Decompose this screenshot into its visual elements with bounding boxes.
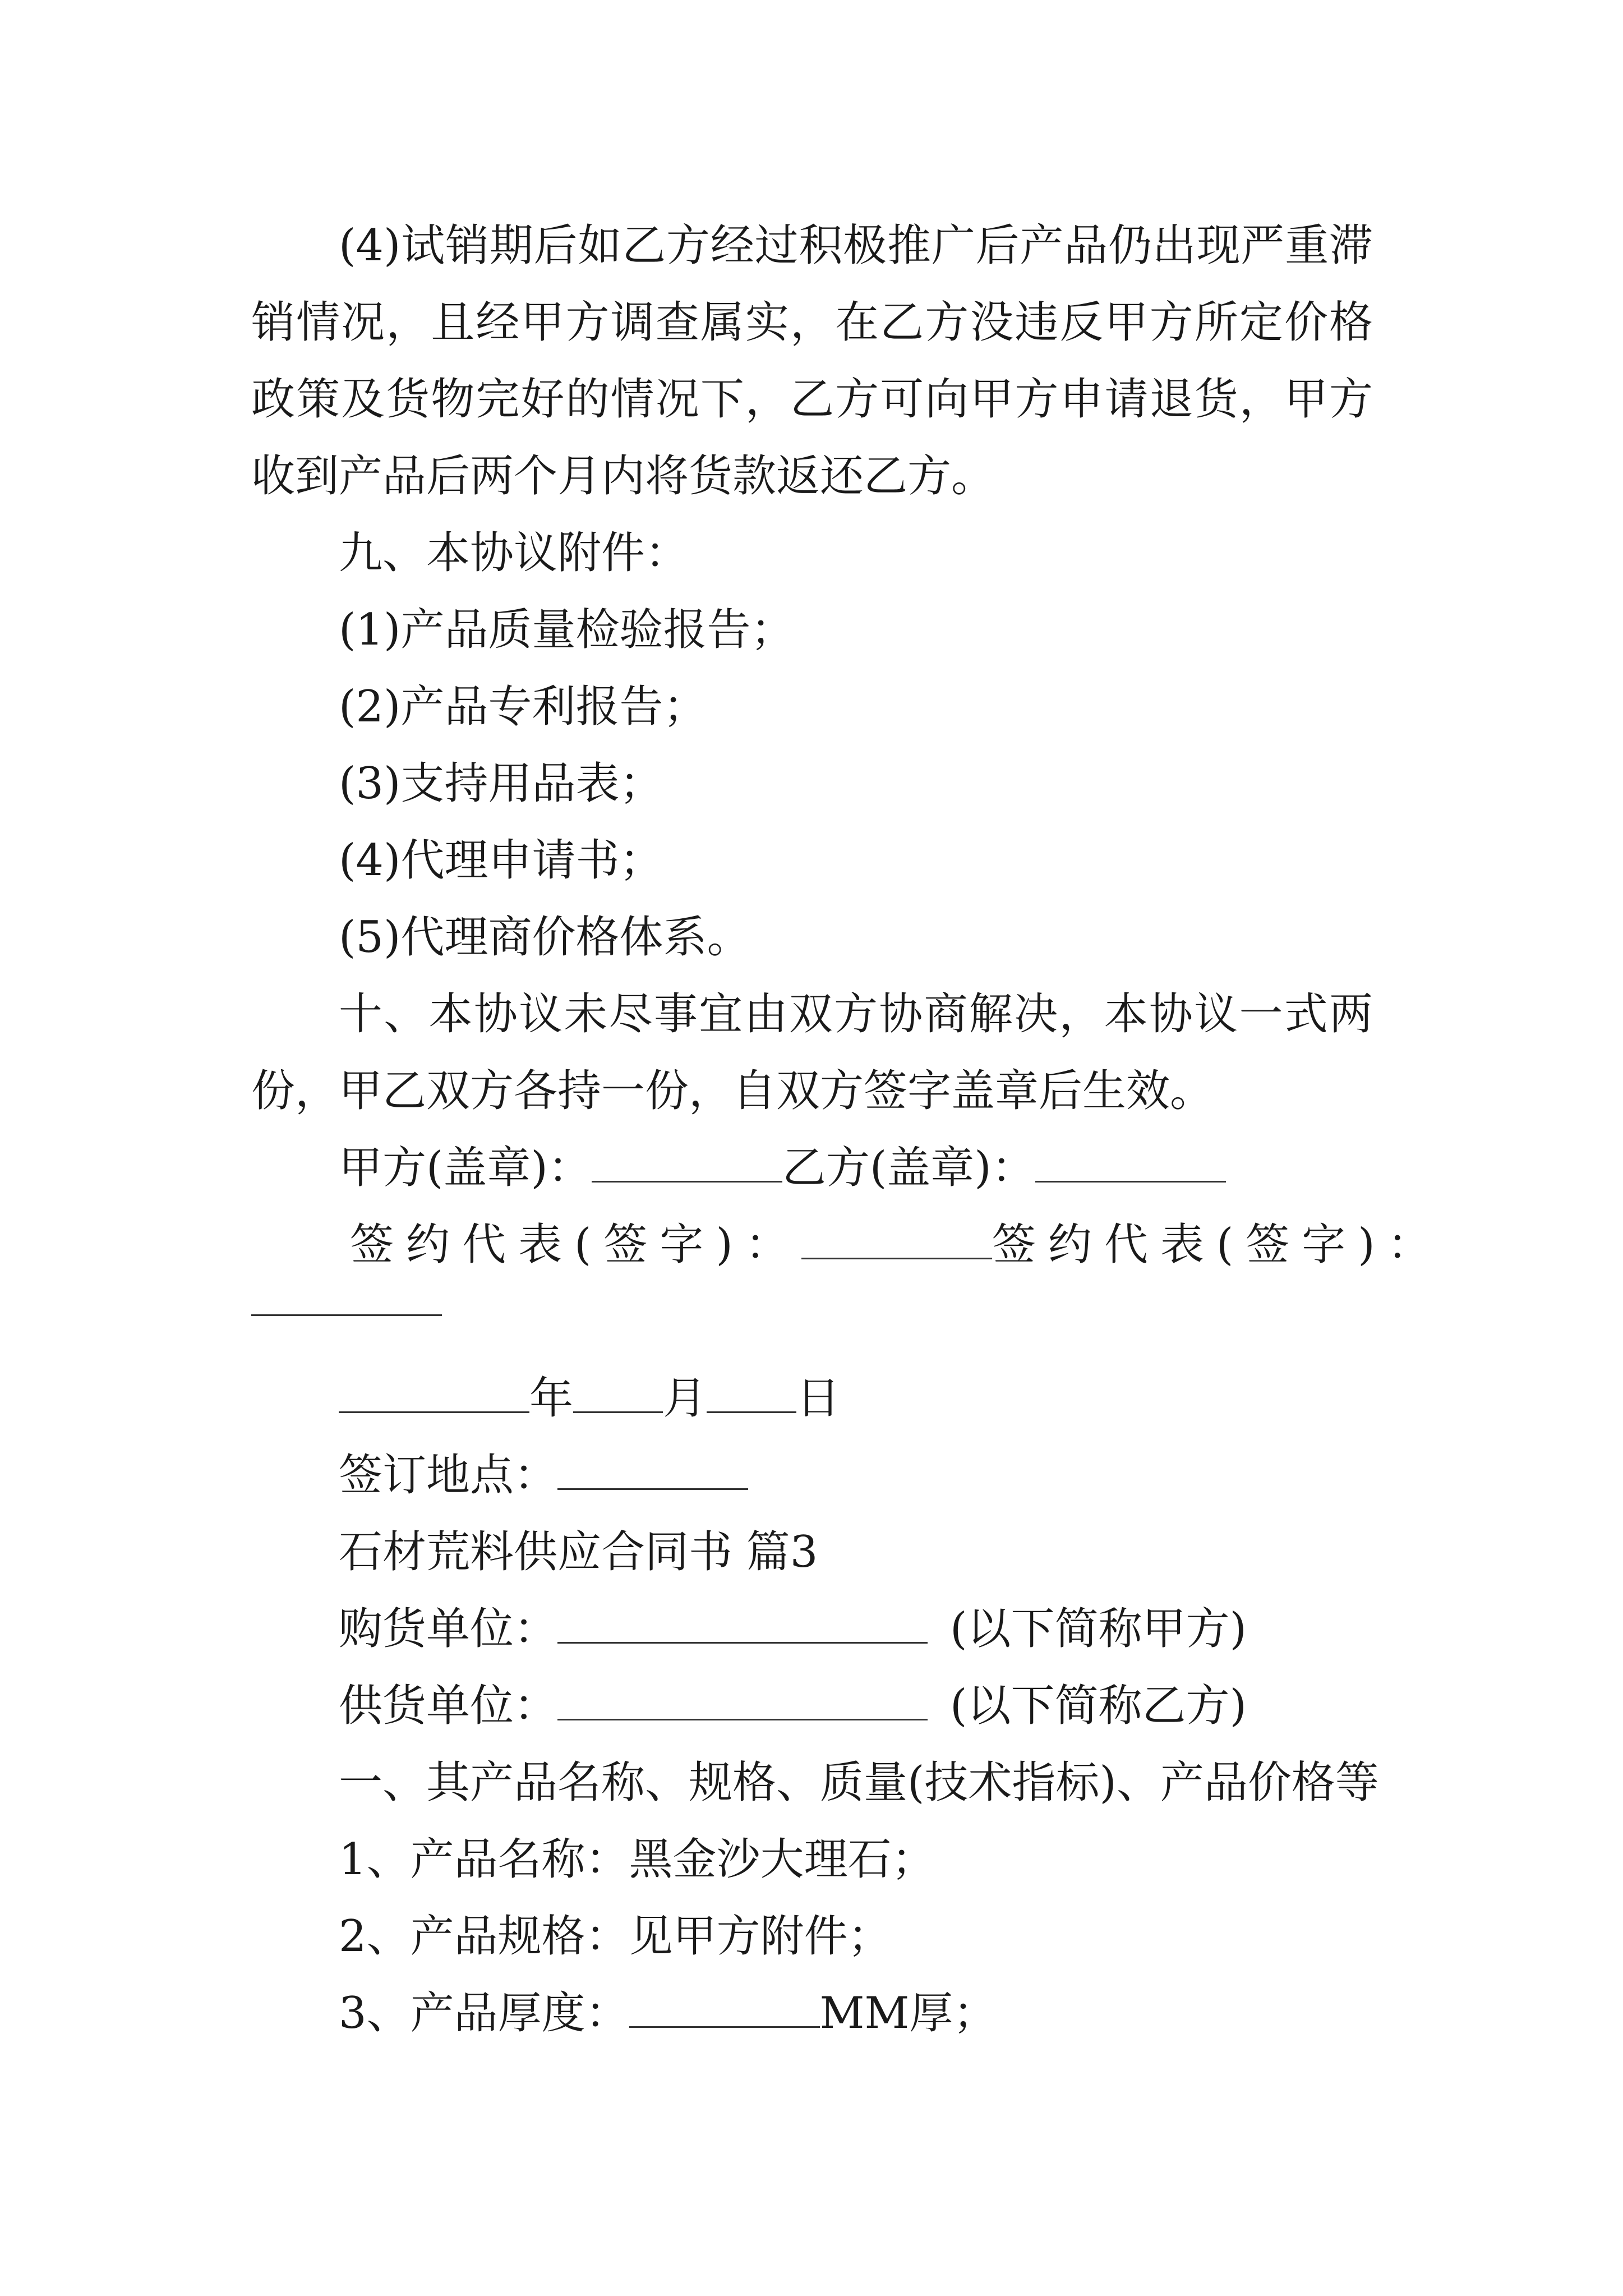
supplier-line — [251, 1668, 1373, 1745]
rep-a-blank[interactable] — [801, 1216, 992, 1259]
clause-4-return-policy: (4)试销期后如乙方经过积极推广后产品仍出现严重滞销情况，且经甲方调查属实，在乙方没违反甲方所定价格政策及货物完好的情况下，乙方可向甲方申请退货，甲方收到产品后两个月内将货款返还乙方。 — [251, 220, 1373, 501]
signing-place-blank[interactable] — [557, 1447, 748, 1490]
supplier-suffix: (以下简称乙方) — [950, 1681, 1247, 1731]
supplier-blank[interactable] — [557, 1677, 928, 1720]
clause-9-heading: 九、本协议附件： — [339, 528, 689, 578]
item-product-spec: 2、产品规格：见甲方附件； — [339, 1911, 892, 1962]
month-label: 月 — [663, 1373, 707, 1424]
party-a-seal-blank[interactable] — [592, 1139, 782, 1182]
rep-a-label: 签约代表(签字)： — [350, 1220, 801, 1270]
item-thickness-line — [251, 1975, 1373, 2052]
party-b-seal-blank[interactable] — [1035, 1139, 1226, 1182]
month-blank[interactable] — [573, 1370, 663, 1413]
party-seal-line — [251, 1130, 1373, 1207]
year-label: 年 — [529, 1373, 574, 1424]
year-blank[interactable] — [339, 1370, 529, 1413]
attachment-5: (5)代理商价格体系。 — [339, 912, 751, 963]
item-product-name: 1、产品名称：黑金沙大理石； — [339, 1834, 935, 1885]
day-blank[interactable] — [707, 1370, 796, 1413]
item-1-heading: 一、其产品名称、规格、质量(技术指标)、产品价格等 — [339, 1757, 1379, 1808]
signing-place-label: 签订地点： — [339, 1450, 558, 1501]
attachment-2: (2)产品专利报告； — [339, 682, 707, 732]
buyer-blank[interactable] — [557, 1600, 928, 1644]
section-3-title: 石材荒料供应合同书 篇3 — [339, 1527, 818, 1577]
attachment-3: (3)支持用品表； — [339, 758, 663, 809]
supplier-label: 供货单位： — [339, 1681, 558, 1731]
signing-place-line — [251, 1437, 1373, 1514]
rep-b-label: 签约代表(签字)： — [992, 1220, 1444, 1270]
thickness-label: 3、产品厚度： — [339, 1988, 629, 2039]
thickness-blank[interactable] — [629, 1985, 820, 2028]
day-label: 日 — [796, 1373, 841, 1424]
thickness-suffix: MM厚； — [819, 1988, 997, 2039]
buyer-line — [251, 1591, 1373, 1668]
document-body — [251, 208, 1444, 2052]
attachment-4: (4)代理申请书； — [339, 835, 663, 886]
buyer-suffix: (以下简称甲方) — [950, 1604, 1247, 1654]
date-line — [251, 1360, 1373, 1437]
clause-10: 十、本协议未尽事宜由双方协商解决，本协议一式两份，甲乙双方各持一份，自双方签字盖章后生效。 — [251, 989, 1373, 1116]
attachment-1: (1)产品质量检验报告； — [339, 605, 795, 655]
party-a-seal-label: 甲方(盖章)： — [339, 1143, 592, 1193]
party-b-seal-label: 乙方(盖章)： — [782, 1143, 1035, 1193]
representative-line — [251, 1207, 1444, 1283]
buyer-label: 购货单位： — [339, 1604, 558, 1654]
rep-b-blank-row — [251, 1283, 1373, 1360]
rep-b-blank[interactable] — [251, 1306, 442, 1316]
